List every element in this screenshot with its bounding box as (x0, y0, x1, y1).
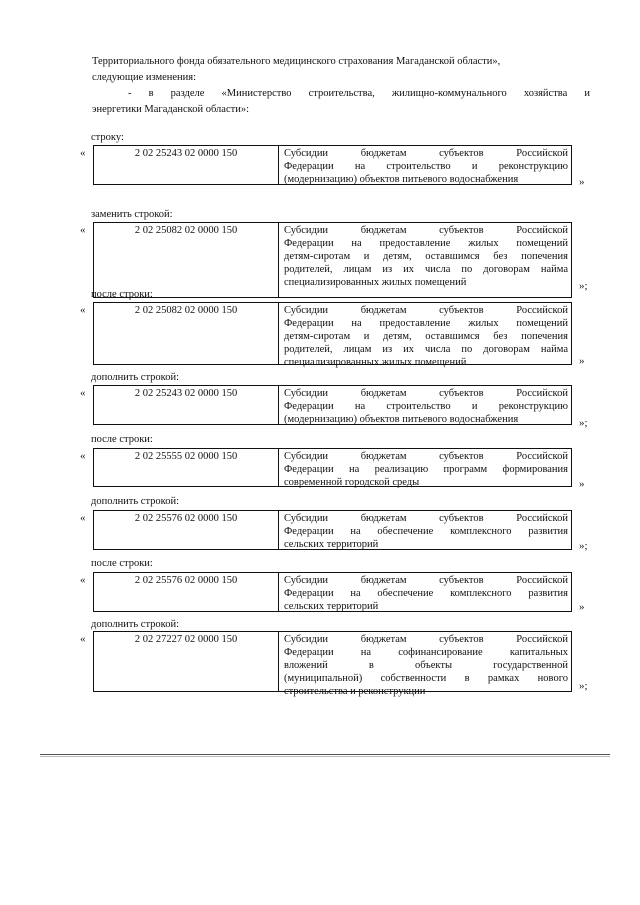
description-line: Субсидии бюджетам субъектов Российской (284, 451, 568, 462)
intro-line-2: следующие изменения: (92, 72, 197, 83)
description-line: детям-сиротам и детям, оставшимся без попечения (284, 251, 568, 262)
description-line: детям-сиротам и детям, оставшимся без попечения (284, 331, 568, 342)
description-line: специализированных жилых помещений (284, 277, 467, 288)
description-line: (модернизацию) объектов питьевого водоснабжения (284, 174, 519, 185)
description-line: родителей, лицам из их числа по договорам найма (284, 344, 568, 355)
quote-close: » (579, 601, 585, 613)
description-line: Субсидии бюджетам субъектов Российской (284, 148, 568, 159)
quote-close: »; (579, 280, 588, 292)
budget-description (279, 303, 571, 368)
description-line: Федерации на предоставление жилых помещений (284, 238, 568, 249)
block-label: после строки: (91, 289, 153, 300)
description-line: вложений в объекты государственной (284, 660, 568, 671)
description-line: сельских территорий (284, 539, 379, 550)
budget-description (279, 573, 571, 611)
description-line: Субсидии бюджетам субъектов Российской (284, 575, 568, 586)
description-line: Субсидии бюджетам субъектов Российской (284, 388, 568, 399)
description-line: Субсидии бюджетам субъектов Российской (284, 225, 568, 236)
quote-close: » (579, 176, 585, 188)
block-label: дополнить строкой: (91, 619, 180, 630)
quote-close: »; (579, 680, 588, 692)
table-row (93, 145, 572, 185)
page-divider (40, 754, 610, 755)
table-row (93, 510, 572, 550)
quote-open: « (80, 512, 86, 524)
description-line: (муниципальной) собственности в рамках нового (284, 673, 568, 684)
budget-code: 2 02 27227 02 0000 150 (94, 632, 279, 691)
budget-code: 2 02 25243 02 0000 150 (94, 386, 279, 424)
budget-code: 2 02 25576 02 0000 150 (94, 573, 279, 611)
budget-description (279, 632, 571, 697)
intro-line-3: - в разделе «Министерство строительства, жилищно-коммунального хозяйства и (128, 88, 590, 99)
budget-code: 2 02 25082 02 0000 150 (94, 303, 279, 364)
description-line: Федерации на строительство и реконструкцию (284, 401, 568, 412)
quote-open: « (80, 387, 86, 399)
table-row (93, 385, 572, 425)
block-label: строку: (91, 132, 124, 143)
table-row (93, 572, 572, 612)
budget-code: 2 02 25555 02 0000 150 (94, 449, 279, 486)
budget-description (279, 223, 571, 297)
description-line: Субсидии бюджетам субъектов Российской (284, 634, 568, 645)
description-line: строительства и реконструкции (284, 686, 426, 697)
table-row (93, 631, 572, 697)
quote-open: « (80, 304, 86, 316)
description-line: современной городской среды (284, 477, 420, 488)
description-line: Федерации на софинансирование капитальных (284, 647, 568, 658)
table-row (93, 222, 572, 298)
quote-open: « (80, 633, 86, 645)
description-line: Субсидии бюджетам субъектов Российской (284, 305, 568, 316)
quote-close: » (579, 355, 585, 367)
budget-code: 2 02 25576 02 0000 150 (94, 511, 279, 549)
block-label: заменить строкой: (91, 209, 173, 220)
intro-text (92, 54, 590, 118)
budget-description (279, 146, 571, 184)
quote-close: » (579, 478, 585, 490)
description-line: Федерации на строительство и реконструкцию (284, 161, 568, 172)
quote-open: « (80, 224, 86, 236)
table-row (93, 448, 572, 487)
quote-open: « (80, 450, 86, 462)
description-line: (модернизацию) объектов питьевого водоснабжения (284, 414, 519, 425)
block-label: дополнить строкой: (91, 496, 180, 507)
description-line: Федерации на обеспечение комплексного развития (284, 526, 568, 537)
budget-code: 2 02 25082 02 0000 150 (94, 223, 279, 297)
description-line: Федерации на реализацию программ формирования (284, 464, 568, 475)
block-label: после строки: (91, 558, 153, 569)
description-line: специализированных жилых помещений (284, 357, 467, 368)
description-line: родителей, лицам из их числа по договорам найма (284, 264, 568, 275)
description-line: Федерации на предоставление жилых помещений (284, 318, 568, 329)
description-line: Федерации на обеспечение комплексного развития (284, 588, 568, 599)
description-line: сельских территорий (284, 601, 379, 612)
intro-line-4: энергетики Магаданской области»: (92, 104, 249, 115)
budget-code: 2 02 25243 02 0000 150 (94, 146, 279, 184)
page-divider-shadow (40, 756, 610, 757)
block-label: дополнить строкой: (91, 372, 180, 383)
budget-description (279, 449, 571, 486)
description-line: Субсидии бюджетам субъектов Российской (284, 513, 568, 524)
block-label: после строки: (91, 434, 153, 445)
table-row (93, 302, 572, 368)
intro-line-1: Территориального фонда обязательного медицинского страхования Магаданской области», (92, 56, 501, 67)
budget-description (279, 386, 571, 424)
quote-open: « (80, 147, 86, 159)
budget-description (279, 511, 571, 549)
quote-close: »; (579, 540, 588, 552)
quote-open: « (80, 574, 86, 586)
quote-close: »; (579, 417, 588, 429)
